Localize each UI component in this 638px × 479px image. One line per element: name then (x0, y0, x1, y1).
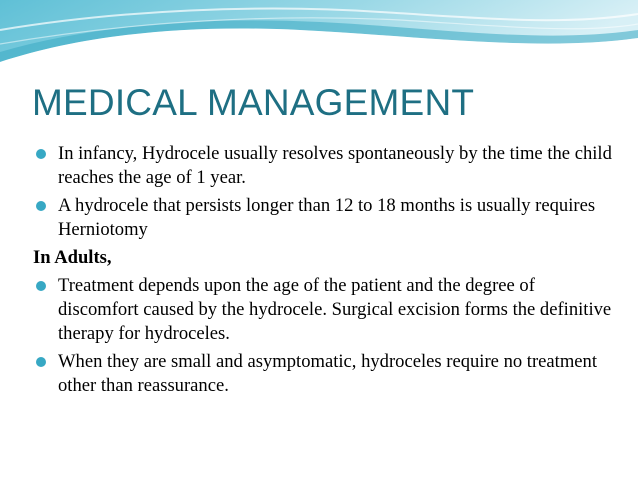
bullet-icon (36, 357, 46, 367)
wave-banner (0, 0, 638, 80)
bullet-icon (36, 281, 46, 291)
slide-title: MEDICAL MANAGEMENT (32, 82, 475, 123)
bullet-text: When they are small and asymptomatic, hydroceles require no treatment other than reassurance. (58, 351, 598, 396)
bullet-text: A hydrocele that persists longer than 12 to 18 months is usually requires Herniotomy (58, 195, 596, 240)
bullet-item (33, 274, 613, 346)
bullet-item (33, 350, 613, 398)
bullet-item (33, 194, 613, 242)
bullet-text: In infancy, Hydrocele usually resolves spontaneously by the time the child reaches the age of 1 year. (58, 143, 612, 188)
slide-content (33, 142, 613, 402)
adults-heading: In Adults, (33, 247, 112, 268)
bullet-item (33, 142, 613, 190)
bullet-icon (36, 201, 46, 211)
bullet-icon (36, 149, 46, 159)
bullet-text: Treatment depends upon the age of the patient and the degree of discomfort caused by the hydrocele. Surgical excision forms the definitive therapy for hydroceles. (58, 275, 612, 344)
